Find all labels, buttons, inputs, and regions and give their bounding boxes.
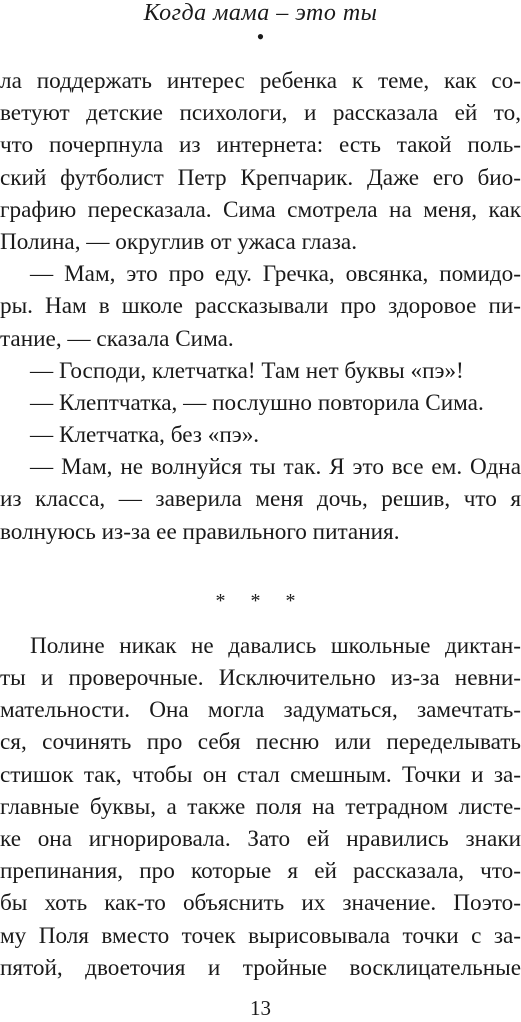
dialogue-paragraph [0, 451, 521, 548]
text-line: ветуют детские психологи, и рассказала ей то, [0, 100, 521, 127]
text-line: препинания, про которые я ей рассказала, что- [0, 858, 521, 885]
section-separator: * * * [215, 589, 306, 612]
text-line: мательности. Она могла задуматься, замечтать- [0, 697, 521, 724]
header-bullet: • [256, 24, 265, 49]
text-line: из класса, — заверила меня дочь, решив, что я [0, 486, 521, 513]
text-line: волнуюсь из-за ее правильного питания. [0, 518, 400, 545]
paragraph [0, 65, 521, 258]
dialogue-paragraph [0, 258, 521, 355]
text-line: ры. Нам в школе рассказывали про здоровое пи- [0, 293, 521, 320]
text-line: бы хоть как-то объяснить их значение. Поэто- [0, 890, 521, 917]
text-line: — Клептчатка, — послушно повторила Сима. [30, 389, 484, 416]
page-number: 13 [250, 996, 271, 1020]
text-line: ся, сочинять про себя песню или переделывать [0, 729, 521, 756]
text-line: — Клетчатка, без «пэ». [30, 422, 260, 449]
text-line: ке она игнорировала. Зато ей нравились знаки [0, 825, 521, 852]
dialogue-paragraph [0, 355, 521, 387]
text-line: что почерпнула из интернета: есть такой поль- [0, 132, 521, 159]
paragraph [0, 630, 521, 984]
text-line: Полине никак не давались школьные диктан- [30, 632, 521, 659]
text-line: — Мам, не волнуйся ты так. Я это все ем. Одна [30, 454, 521, 481]
text-line: му Поля вместо точек вырисовывала точки с за- [0, 922, 521, 949]
text-line: ты и проверочные. Исключительно из-за невни- [0, 665, 521, 691]
text-line: — Господи, клетчатка! Там нет буквы «пэ»! [30, 357, 464, 384]
text-line: стишок так, чтобы он стал смешным. Точки и за- [0, 761, 521, 788]
text-line: графию пересказала. Сима смотрела на меня, как [0, 196, 521, 223]
page-body [0, 65, 521, 984]
text-line: пятой, двоеточия и тройные восклицательные [0, 954, 521, 981]
text-line: Полина, — округлив от ужаса глаза. [0, 228, 358, 255]
text-line: ла поддержать интерес ребенка к теме, как со- [0, 68, 521, 94]
running-header [0, 0, 521, 48]
dialogue-paragraph [0, 387, 521, 419]
text-line: — Мам, это про еду. Гречка, овсянка, помидо- [30, 261, 521, 288]
running-header-title: Когда мама – это ты [143, 0, 378, 26]
text-line: главные буквы, а также поля на тетрадном листе- [0, 793, 521, 820]
dialogue-paragraph [0, 419, 521, 451]
text-line: ский футболист Петр Крепчарик. Даже его био- [0, 164, 521, 191]
text-line: тание, — сказала Сима. [0, 325, 234, 352]
